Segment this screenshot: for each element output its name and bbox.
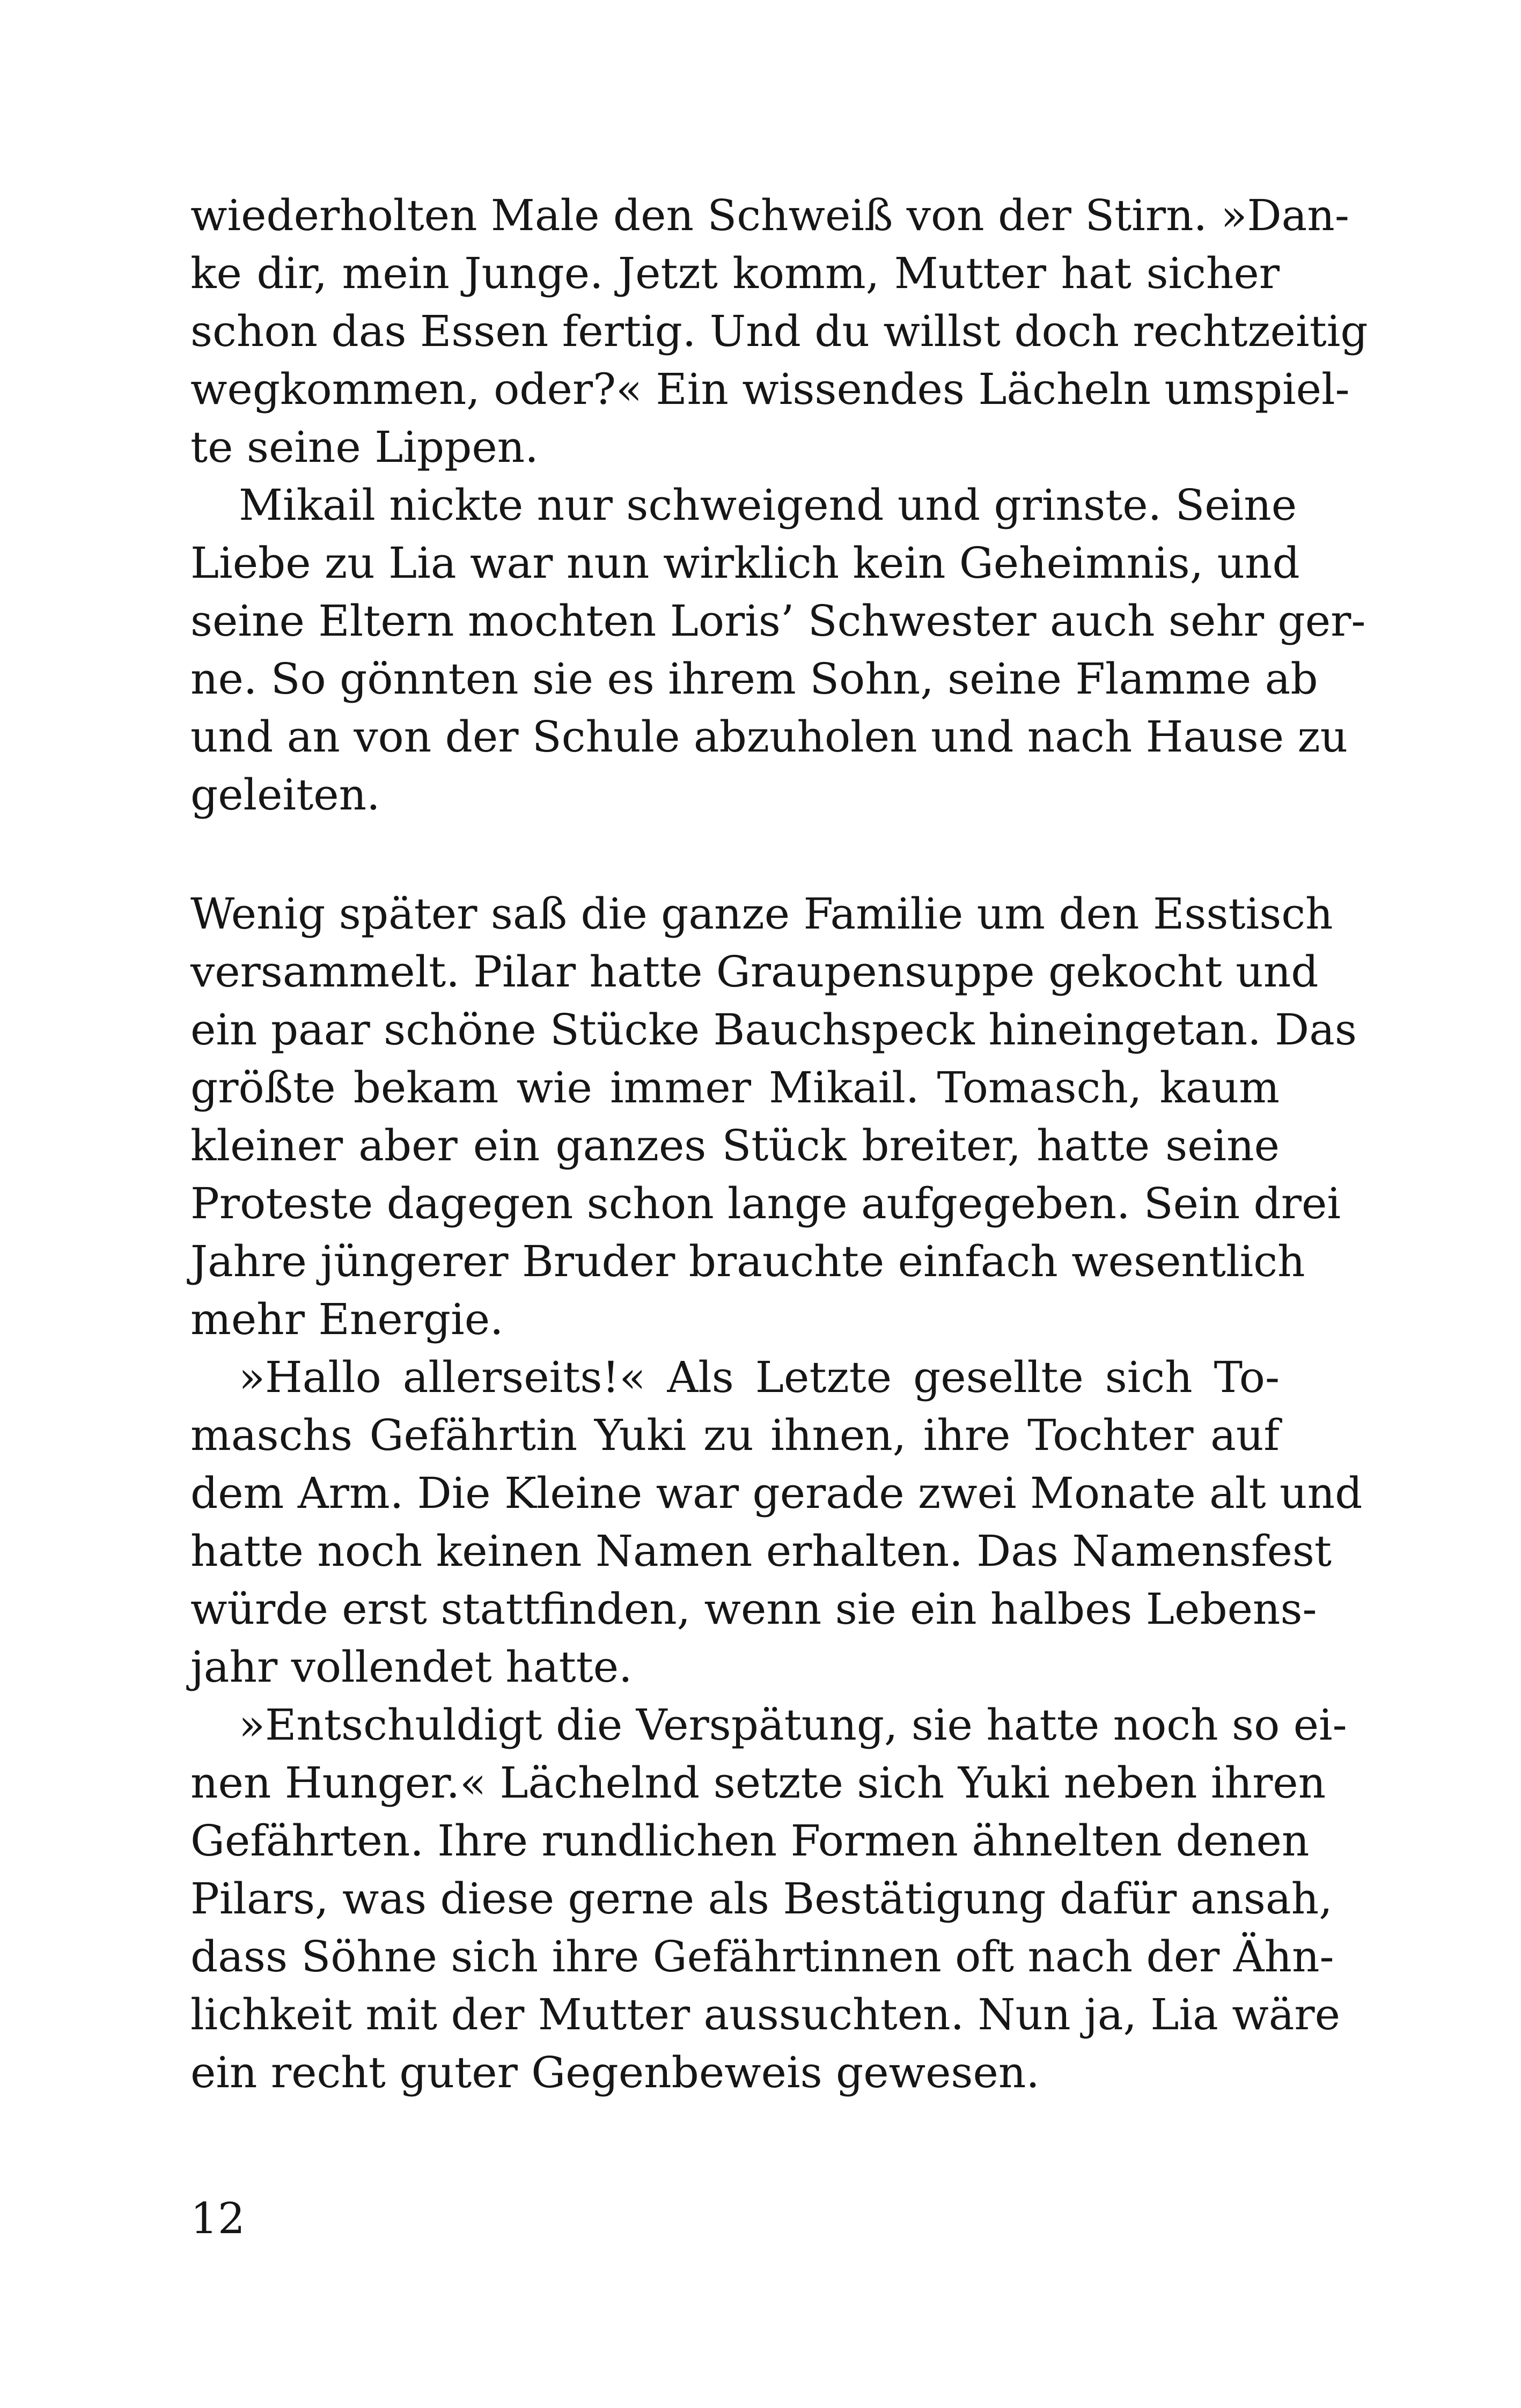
text-line: geleiten. — [190, 770, 380, 820]
text-line: ne. So gönnten sie es ihrem Sohn, seine Flamme ab — [190, 654, 1318, 704]
text-line: dass Söhne sich ihre Gefährtinnen oft nach der Ähn- — [190, 1932, 1334, 1982]
text-line: und an von der Schule abzuholen und nach Hause zu — [190, 712, 1348, 762]
text-line: hatte noch keinen Namen erhalten. Das Namensfest — [190, 1526, 1332, 1576]
text-line: ein recht guter Gegenbeweis gewesen. — [190, 2048, 1040, 2097]
text-line: Mikail nickte nur schweigend und grinste. Seine — [239, 480, 1297, 530]
text-line: maschs Gefährtin Yuki zu ihnen, ihre Tochter auf — [190, 1410, 1280, 1460]
text-line: dem Arm. Die Kleine war gerade zwei Monate alt und — [190, 1468, 1363, 1518]
text-line: seine Eltern mochten Loris’ Schwester auch sehr ger- — [190, 596, 1366, 646]
page-number: 12 — [190, 2193, 245, 2243]
text-line: wiederholten Male den Schweiß von der Stirn. »Dan- — [190, 190, 1349, 240]
text-line: ein paar schöne Stücke Bauchspeck hineingetan. Das — [190, 1005, 1357, 1055]
text-line: größte bekam wie immer Mikail. Tomasch, kaum — [190, 1063, 1280, 1113]
text-line: ke dir, mein Junge. Jetzt komm, Mutter hat sicher — [190, 248, 1280, 298]
text-line: te seine Lippen. — [190, 422, 539, 472]
text-line: Proteste dagegen schon lange aufgegeben. Sein drei — [190, 1179, 1341, 1228]
text-line: »Entschuldigt die Verspätung, sie hatte noch so ei- — [239, 1700, 1347, 1750]
text-line: Wenig später saß die ganze Familie um den Esstisch — [190, 889, 1333, 939]
text-line: Gefährten. Ihre rundlichen Formen ähnelten denen — [190, 1816, 1310, 1866]
text-line: jahr vollendet hatte. — [190, 1642, 633, 1692]
text-line: wegkommen, oder?« Ein wissendes Lächeln umspiel- — [190, 364, 1350, 414]
text-line: Pilars, was diese gerne als Bestätigung dafür ansah, — [190, 1874, 1333, 1924]
text-line: mehr Energie. — [190, 1294, 504, 1344]
text-line: versammelt. Pilar hatte Graupensuppe gekocht und — [190, 947, 1319, 997]
text-block-2 — [190, 885, 1363, 2102]
text-line: »Hallo allerseits!« Als Letzte gesellte sich To- — [239, 1352, 1280, 1402]
text-line: schon das Essen fertig. Und du willst doch rechtzeitig — [190, 306, 1368, 356]
text-line: würde erst stattfinden, wenn sie ein halbes Lebens- — [190, 1584, 1317, 1634]
text-block-1 — [190, 187, 1368, 824]
text-line: nen Hunger.« Lächelnd setzte sich Yuki neben ihren — [190, 1758, 1326, 1808]
text-line: Liebe zu Lia war nun wirklich kein Geheimnis, und — [190, 538, 1300, 588]
text-line: lichkeit mit der Mutter aussuchten. Nun ja, Lia wäre — [190, 1990, 1340, 2039]
text-line: Jahre jüngerer Bruder brauchte einfach wesentlich — [190, 1236, 1305, 1286]
text-line: kleiner aber ein ganzes Stück breiter, hatte seine — [190, 1121, 1280, 1170]
